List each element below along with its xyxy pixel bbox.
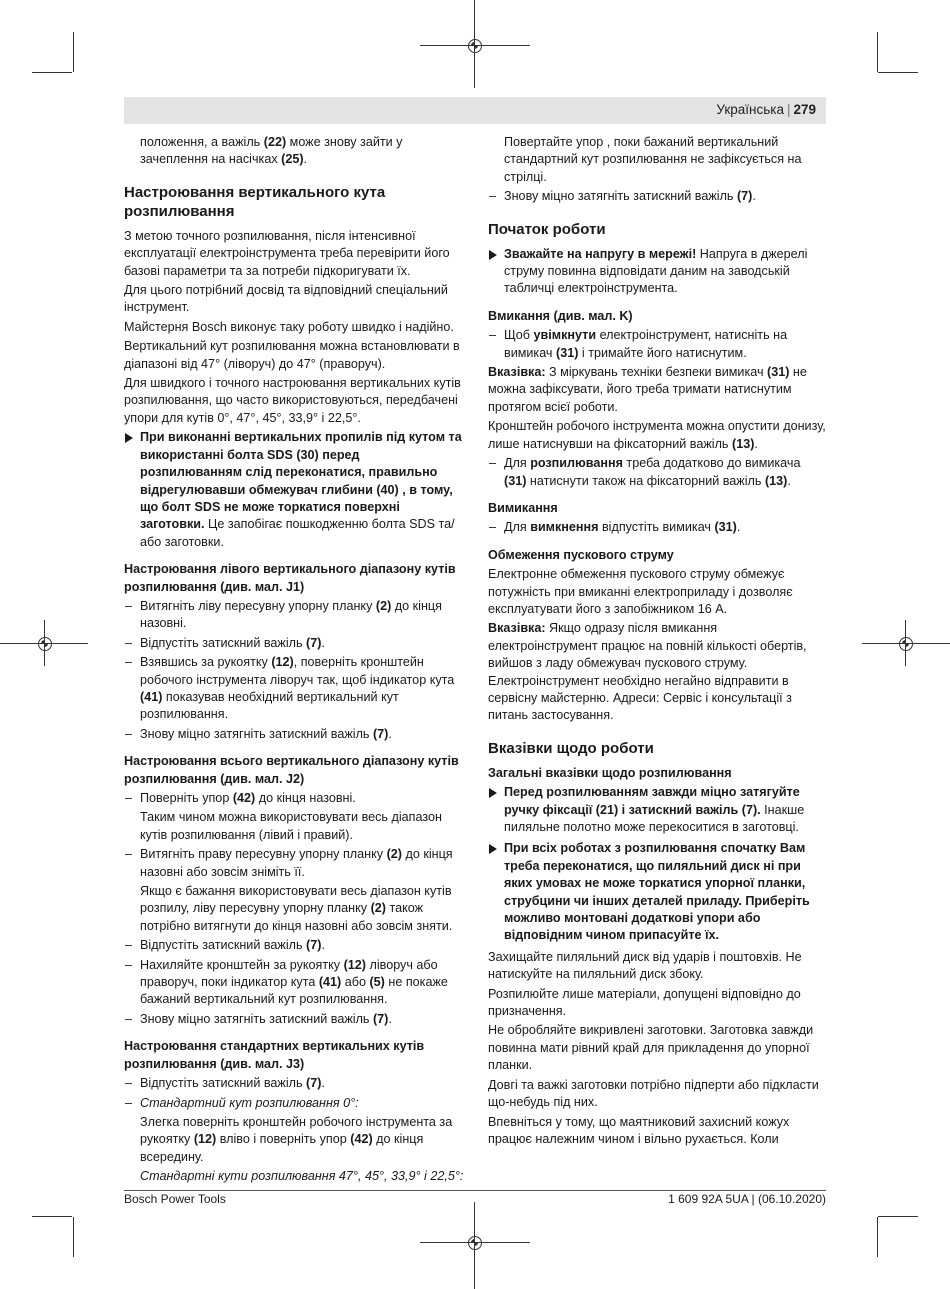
section-heading: Початок роботи [488,220,606,238]
list-item: – Взявшись за рукоятку (12), поверніть кронштейн робочого інструмента ліворуч так, щоб індикатор кута (41) показував необхідний вертикальний кут розпилювання. [124,654,464,724]
header-separator: | [786,102,791,117]
list-item-continuation: Таким чином можна використовувати весь діапазон кутів розпилювання (лівий і правий). [140,810,442,842]
footer-doc-number: 1 609 92A 5UA | (06.10.2020) [668,1192,826,1206]
crop-mark [877,1217,878,1257]
subsection-heading: Настроювання всього вертикального діапазону кутів розпилювання (див. мал. J2) [124,754,459,786]
note-paragraph: Вказівка: Якщо одразу після вмикання електроінструмент працює на повній кількості обертів, вийшов з ладу обмежувач пускового струму. Електроінструмент необхідно негайно відправити в сервісну майстерню. Адреси: Сервіс і консультації з питань застосування. [488,621,807,723]
footer-brand: Bosch Power Tools [124,1192,226,1206]
crop-mark [32,72,72,73]
registration-mark-icon [468,39,482,53]
crop-mark [878,72,918,73]
list-item: – Витягніть праву пересувну упорну планку (2) до кінця назовні або зовсім зніміть її. [124,846,464,881]
subsection-heading: Вимикання [488,500,558,515]
section-heading: Настроювання вертикального кута розпилювання [124,183,386,220]
paragraph: Майстерня Bosch виконує таку роботу швидко і надійно. [124,319,454,334]
list-item: – Знову міцно затягніть затискний важіль (7). [488,188,826,205]
paragraph: Розпилюйте лише матеріали, допущені відповідно до призначення. [488,986,801,1019]
subsection-heading: Настроювання лівого вертикального діапазону кутів розпилювання (див. мал. J1) [124,562,456,594]
paragraph: З метою точного розпилювання, після інтенсивної експлуатації електроінструмента треба перевірити його базові параметри та за потреби підкоригувати їх. [124,228,450,278]
paragraph: положення, а важіль (22) може знову зайти у зачеплення на насічках (25). [140,135,403,167]
paragraph: Захищайте пиляльний диск від ударів і поштовхів. Не натискуйте на пиляльний диск збоку. [488,949,802,982]
section-heading: Вказівки щодо роботи [488,739,654,757]
paragraph: Впевніться у тому, що маятниковий захисний кожух працює належним чином і вільно рухається. Коли [488,1114,790,1146]
list-item: – Для вимкнення відпустіть вимикач (31). [488,519,826,536]
page-header [124,97,826,124]
list-item: – Нахиляйте кронштейн за рукоятку (12) ліворуч або праворуч, поки індикатор кута (41) або (5) не покаже бажаний вертикальний кут розпилювання. [124,957,464,1009]
list-item: – Відпустіть затискний важіль (7). [124,937,464,954]
paragraph: Не обробляйте викривлені заготовки. Заготовка завжди повинна мати рівний край для прикладення до упорної планки. [488,1023,814,1073]
subsection-heading: Вмикання (див. мал. K) [488,308,633,323]
list-item-continuation: Стандартні кути розпилювання 47°, 45°, 33,9° і 22,5°: [140,1169,464,1184]
list-item: – Стандартний кут розпилювання 0°: [124,1095,464,1112]
list-item-continuation: Злегка поверніть кронштейн робочого інструмента за рукоятку (12) вліво і поверніть упор (42) до кінця всередину. [140,1114,453,1164]
header-language: Українська [716,102,784,117]
warning-item: Перед розпилюванням завжди міцно затягуйте ручку фіксації (21) і затискний важіль (7). Інакше пиляльне полотно може перекоситися в заготовці. [488,784,826,836]
warning-item: При виконанні вертикальних пропилів під кутом та використанні болта SDS (30) перед розпилюванням слід переконатися, правильно відрегулювавши обмежувач глибини (40) , в тому, що болт SDS не може торкатися поверхні заготовки. Це запобігає пошкодженню болта SDS та/або заготовки. [124,429,464,551]
header-text [716,102,816,117]
right-column [488,134,826,1150]
subsection-heading: Настроювання стандартних вертикальних кутів розпилювання (див. мал. J3) [124,1039,425,1071]
list-item: – Щоб увімкнути електроінструмент, натисніть на вимикач (31) і тримайте його натиснутим. [488,327,826,362]
list-item-continuation: Якщо є бажання використовувати весь діапазон кутів розпилу, ліву пересувну упорну планку (2) також потрібно витягнути до кінця назовні або зовсім зняти. [140,884,453,933]
registration-mark-icon [468,1236,482,1250]
subsection-heading: Обмеження пускового струму [488,547,674,562]
paragraph: Електронне обмеження пускового струму обмежує потужність при вмиканні електроприладу і дозволяє експлуатувати його з запобіжником 16 А. [488,567,793,616]
paragraph: Кронштейн робочого інструмента можна опустити донизу, лише натиснувши на фіксаторний важіль (13). [488,419,826,451]
warning-item: Зважайте на напругу в мережі! Напруга в джерелі струму повинна відповідати даним на заводській табличці електроінструмента. [488,246,826,298]
crop-mark [877,32,878,72]
list-item: – Відпустіть затискний важіль (7). [124,635,464,652]
list-item: – Поверніть упор (42) до кінця назовні. [124,790,464,807]
page-number: 279 [793,102,816,117]
warning-item: При всіх роботах з розпилювання спочатку Вам треба переконатися, що пиляльний диск ні при яких умовах не може торкатися упорної планки, струбцини чи інших деталей приладу. Приберіть можливо монтовані додаткові упори або відповідним чином припасуйте їх. [488,840,826,944]
list-item: – Для розпилювання треба додатково до вимикача (31) натиснути також на фіксаторний важіль (13). [488,455,826,490]
footer-rule [124,1190,826,1191]
list-item: – Знову міцно затягніть затискний важіль (7). [124,1011,464,1028]
note-paragraph: Вказівка: З міркувань техніки безпеки вимикач (31) не можна зафіксувати, його треба тримати натиснутим протягом всієї роботи. [488,365,807,414]
list-item: – Відпустіть затискний важіль (7). [124,1075,464,1092]
list-item: – Знову міцно затягніть затискний важіль (7). [124,726,464,743]
registration-mark-icon [899,637,913,651]
list-item: – Витягніть ліву пересувну упорну планку (2) до кінця назовні. [124,598,464,633]
paragraph: Довгі та важкі заготовки потрібно підперти або підкласти що-небудь під них. [488,1077,819,1110]
paragraph: Для цього потрібний досвід та відповідний спеціальний інструмент. [124,283,448,315]
registration-mark-icon [38,637,52,651]
paragraph: Для швидкого і точного настроювання вертикальних кутів розпилювання, що часто використовуються, передбачені упори для кутів 0°, 47°, 45°, 33,9° і 22,5°. [124,376,461,425]
crop-mark [32,1216,72,1217]
left-column [124,134,464,1188]
paragraph: Вертикальний кут розпилювання можна встановлювати в діапазоні від 47° (ліворуч) до 47° (праворуч). [124,339,460,371]
crop-mark [878,1216,918,1217]
list-item-continuation: Повертайте упор , поки бажаний вертикальний стандартний кут розпилювання не зафіксується на стрілці. [504,135,802,184]
subsection-heading: Загальні вказівки щодо розпилювання [488,765,732,780]
crop-mark [73,1217,74,1257]
crop-mark [73,32,74,72]
